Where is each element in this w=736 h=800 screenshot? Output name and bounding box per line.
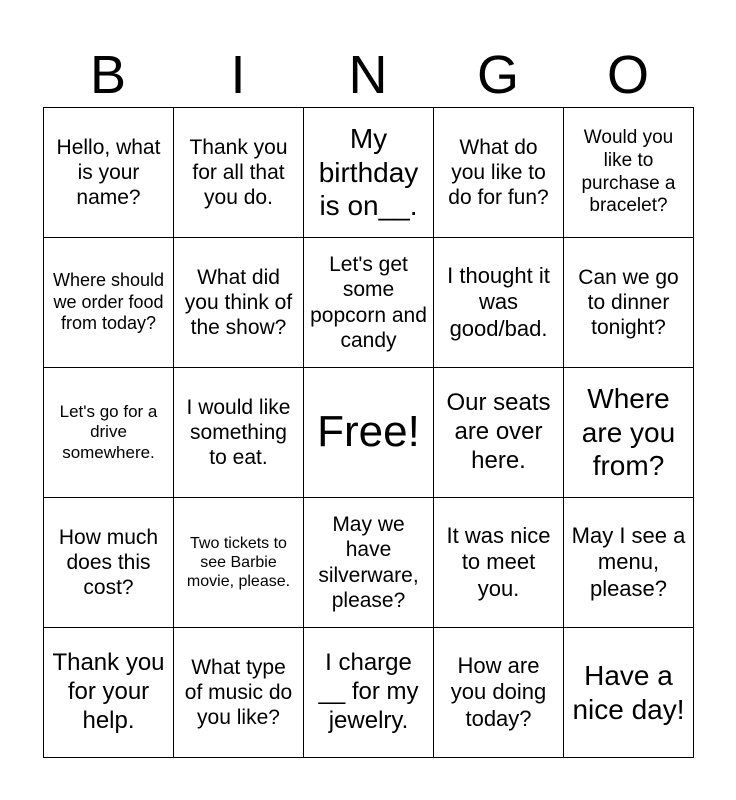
bingo-cell[interactable] <box>304 628 434 758</box>
bingo-cell[interactable] <box>304 498 434 628</box>
cell-text: Can we go to dinner tonight? <box>578 265 679 340</box>
header-letter-i: I <box>230 45 246 105</box>
cell-text: May we have silverware, please? <box>318 513 419 612</box>
cell-text: What type of music do you like? <box>184 655 293 730</box>
cell-text: I would like something to eat. <box>186 395 291 470</box>
bingo-cell[interactable] <box>174 498 304 628</box>
bingo-cell[interactable] <box>434 108 564 238</box>
bingo-cell[interactable] <box>564 108 694 238</box>
header-letter-g: G <box>476 45 519 105</box>
bingo-cell[interactable] <box>304 108 434 238</box>
cell-text: May I see a menu, please? <box>571 522 686 601</box>
cell-text: Thank you for all that you do. <box>189 135 288 210</box>
bingo-cell[interactable] <box>564 498 694 628</box>
cell-text: Two tickets to see Barbie movie, please. <box>186 534 291 591</box>
cell-text: Hello, what is your name? <box>56 135 161 210</box>
bingo-cell[interactable] <box>174 628 304 758</box>
cell-text: Let's go for a drive somewhere. <box>59 401 158 462</box>
bingo-cell[interactable] <box>174 238 304 368</box>
header-letter-n: N <box>348 45 388 105</box>
cell-text: Thank you for your help. <box>52 649 165 734</box>
bingo-cell[interactable] <box>564 368 694 498</box>
cell-text: Let's get some popcorn and candy <box>310 253 427 352</box>
bingo-board <box>43 107 694 758</box>
bingo-cell[interactable] <box>174 108 304 238</box>
cell-text: How are you doing today? <box>450 652 547 731</box>
bingo-cell[interactable] <box>434 238 564 368</box>
bingo-cell[interactable] <box>564 628 694 758</box>
bingo-cell[interactable] <box>174 368 304 498</box>
bingo-cell[interactable] <box>434 628 564 758</box>
bingo-cell[interactable] <box>44 368 174 498</box>
cell-text: It was nice to meet you. <box>446 522 551 601</box>
free-space[interactable] <box>304 368 434 498</box>
cell-text: My birthday is on__. <box>318 123 419 222</box>
cell-text: Where are you from? <box>581 383 676 482</box>
header-letter-o: O <box>606 45 649 105</box>
cell-text: What did you think of the show? <box>184 265 293 340</box>
bingo-cell[interactable] <box>434 368 564 498</box>
bingo-header <box>43 44 693 106</box>
bingo-cell[interactable] <box>44 498 174 628</box>
cell-text: What do you like to do for fun? <box>448 135 549 210</box>
bingo-cell[interactable] <box>564 238 694 368</box>
header-letter-b: B <box>89 45 127 105</box>
bingo-cell[interactable] <box>44 238 174 368</box>
bingo-cell[interactable] <box>44 628 174 758</box>
cell-text: I charge __ for my jewelry. <box>318 649 419 734</box>
bingo-cell[interactable] <box>304 238 434 368</box>
bingo-cell[interactable] <box>44 108 174 238</box>
free-space-text: Free! <box>317 407 420 457</box>
cell-text: Where should we order food from today? <box>52 270 165 334</box>
cell-text: I thought it was good/bad. <box>447 262 550 341</box>
bingo-cell[interactable] <box>434 498 564 628</box>
cell-text: How much does this cost? <box>58 525 159 600</box>
cell-text: Have a nice day! <box>572 659 685 725</box>
cell-text: Would you like to purchase a bracelet? <box>581 126 676 217</box>
cell-text: Our seats are over here. <box>446 389 551 474</box>
